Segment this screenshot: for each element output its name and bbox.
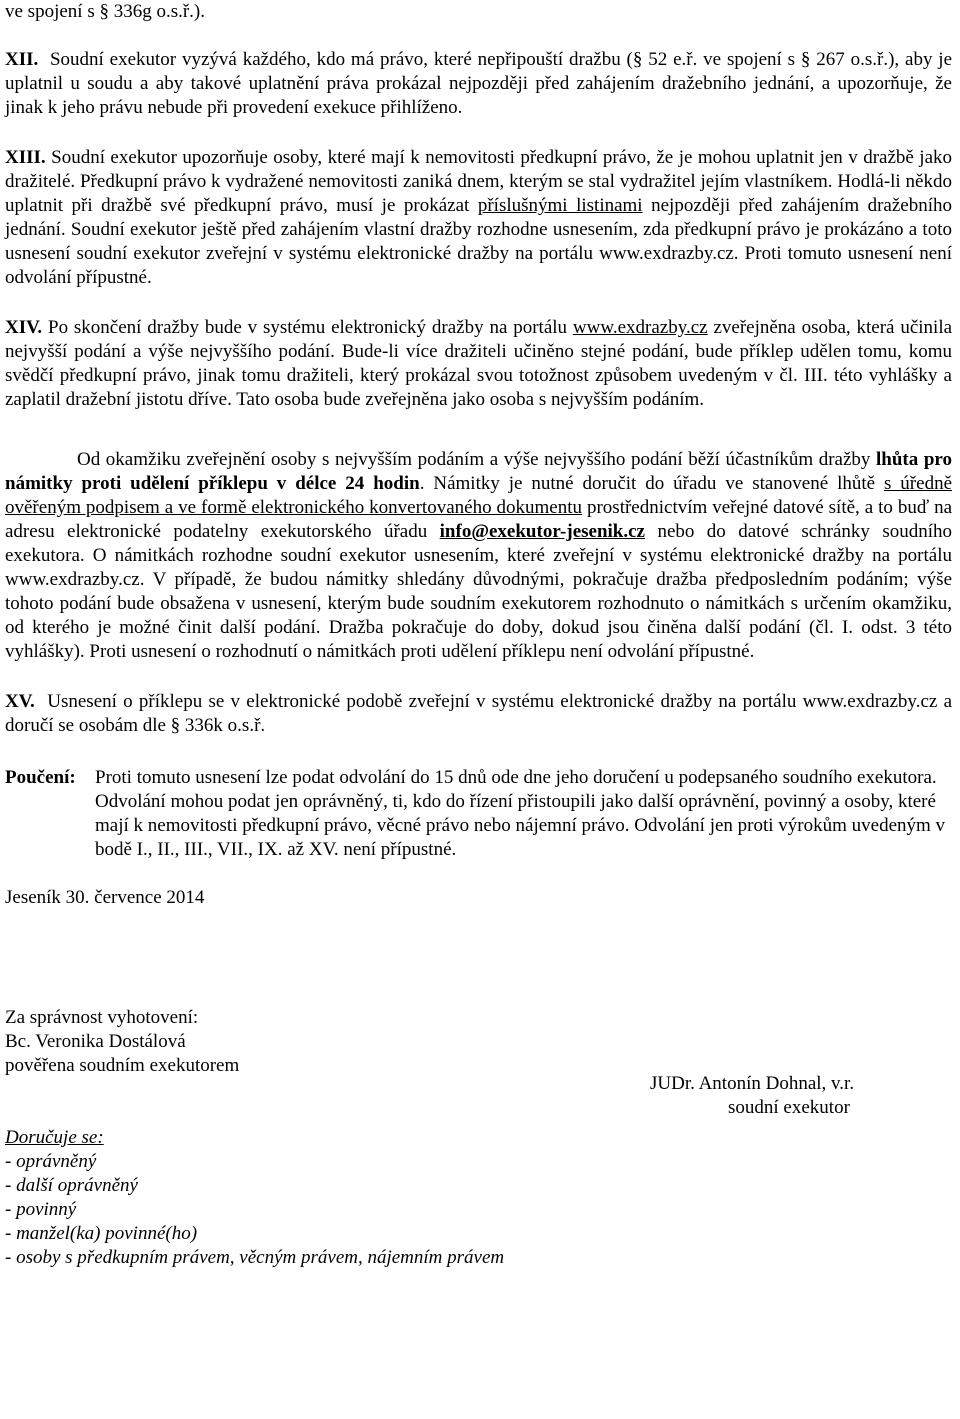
delivery-item: - manžel(ka) povinné(ho) <box>5 1223 198 1244</box>
section-xv <box>5 690 952 738</box>
section-number: XIII. <box>5 147 46 168</box>
paragraph-text: . Námitky je nutné doručit do úřadu ve stanovené lhůtě <box>419 473 876 494</box>
section-xiv <box>5 316 952 412</box>
section-text: zveřejněna osoba, která učinila nejvyšší podání a výše nejvyššího podání. Bude-li více dražiteli učiněno stejné podání, bude příklep udělen tomu, komu svědčí předkupní právo, jinak tomu dražiteli, který prokázal svou totožnost způsobem uvedeným v čl. III. této vyhlášky a zaplatil dražební jistotu dříve. Tato osoba bude zveřejněna jako osoba s nejvyšším podáním. <box>5 317 953 410</box>
section-xiii <box>5 146 952 290</box>
section-text: Usnesení o příklepu se v elektronické podobě zveřejní v systému elektronické dražby na portálu www.exdrazby.cz a doručí se osobám dle § 336k o.s.ř. <box>5 691 952 736</box>
paragraph-text: Od okamžiku zveřejnění osoby s nejvyšším podáním a výše nejvyššího podání běží účastníkům dražby <box>77 449 871 470</box>
section-text: nejpozději před zahájením dražebního jednání. Soudní exekutor ještě před zahájením vlastní dražby rozhodne usnesením, zda předkupní právo je prokázáno a toto usnesení soudní exekutor zveřejní v systému elektronické dražby na portálu www.exdrazby.cz. Proti tomuto usnesení není odvolání přípustné. <box>5 195 953 288</box>
section-number: XV. <box>5 691 35 712</box>
portal-link[interactable]: www.exdrazby.cz <box>572 317 708 338</box>
underlined-requirement: s úředně ověřeným podpisem a ve formě elektronického konvertovaného dokumentu <box>5 473 953 518</box>
signature-name: JUDr. Antonín Dohnal, v.r. <box>650 1073 855 1094</box>
instruction-paragraph: Proti tomuto usnesení lze podat odvolání do 15 dnů ode dne jeho doručení u podepsaného soudního exekutora. <box>95 767 937 788</box>
copy-role: pověřena soudním exekutorem <box>5 1055 240 1076</box>
delivery-item: - osoby s předkupním právem, věcným právem, nájemním právem <box>5 1247 505 1268</box>
section-xii <box>5 48 952 120</box>
section-top-continuation <box>5 0 952 24</box>
copy-verification <box>5 1006 952 1078</box>
instruction-label: Poučení: <box>5 767 76 788</box>
underlined-text: příslušnými listinami <box>477 195 643 216</box>
section-text: Soudní exekutor vyzývá každého, kdo má právo, které nepřipouští dražbu (§ 52 e.ř. ve spojení s § 267 o.s.ř.), aby je uplatnil u soudu a aby takové uplatnění práva prokázal nejpozději před zahájením dražebního jednání, a upozorňuje, že jinak k jeho právu nebude při provedení exekuce přihlíženo. <box>5 49 953 118</box>
place-date: Jeseník 30. července 2014 <box>5 887 205 908</box>
section-number: XIV. <box>5 317 43 338</box>
delivery-item: - další oprávněný <box>5 1175 138 1196</box>
section-top-text: ve spojení s § 336g o.s.ř.). <box>5 1 206 22</box>
paragraph-text: nebo do datové schránky soudního exekutora. O námitkách rozhodne soudní exekutor usnesením, které zveřejní v systému elektronické dražby na portálu www.exdrazby.cz. V případě, že budou námitky shledány důvodnými, pokračuje dražba předposledním podáním; výše tohoto podání bude obsažena v usnesení, kterým bude soudním exekutorem rozhodnuto o námitkách s určením okamžiku, od kterého je možné činit další podání. Dražba pokračuje do doby, dokud jsou činěna další podání (čl. I. odst. 3 této vyhlášky). Proti usnesení o rozhodnutí o námitkách proti udělení příklepu není odvolání přípustné. <box>5 521 953 662</box>
instruction-block <box>5 766 952 862</box>
signature-block <box>650 1072 854 1120</box>
objection-deadline: lhůta pro námitky proti udělení příklepu v délce 24 hodin <box>5 449 952 494</box>
signature-role: soudní exekutor <box>728 1097 850 1118</box>
instruction-body <box>95 766 952 862</box>
copy-name: Bc. Veronika Dostálová <box>5 1031 186 1052</box>
objection-paragraph <box>5 448 952 664</box>
instruction-paragraph: Odvolání mohou podat jen oprávněný, ti, kdo do řízení přistoupili jako další oprávnění, povinný a osoby, které mají k nemovitosti předkupní právo, věcné právo nebo nájemní právo. Odvolání jen proti výrokům uvedeným v bodě I., II., III., VII., IX. až XV. není přípustné. <box>95 791 946 860</box>
section-number: XII. <box>5 49 39 70</box>
section-text: Soudní exekutor upozorňuje osoby, které mají k nemovitosti předkupní právo, že je mohou uplatnit jen v dražbě jako dražitelé. Předkupní právo k vydražené nemovitosti zaniká dnem, kterým se stal vydražitel jejím vlastníkem. Hodlá-li někdo uplatnit při dražbě své předkupní právo, musí je prokázat <box>5 147 953 216</box>
email-link[interactable]: info@exekutor-jesenik.cz <box>439 521 645 542</box>
delivery-item: - oprávněný <box>5 1151 97 1172</box>
delivery-item: - povinný <box>5 1199 77 1220</box>
delivery-list <box>5 1126 952 1270</box>
delivery-heading: Doručuje se: <box>5 1127 104 1148</box>
paragraph-text: prostřednictvím veřejné datové sítě, a to buď na adresu elektronické podatelny exekutorského úřadu <box>5 497 953 542</box>
copy-label: Za správnost vyhotovení: <box>5 1007 199 1028</box>
section-text: Po skončení dražby bude v systému elektronický dražby na portálu <box>48 317 568 338</box>
